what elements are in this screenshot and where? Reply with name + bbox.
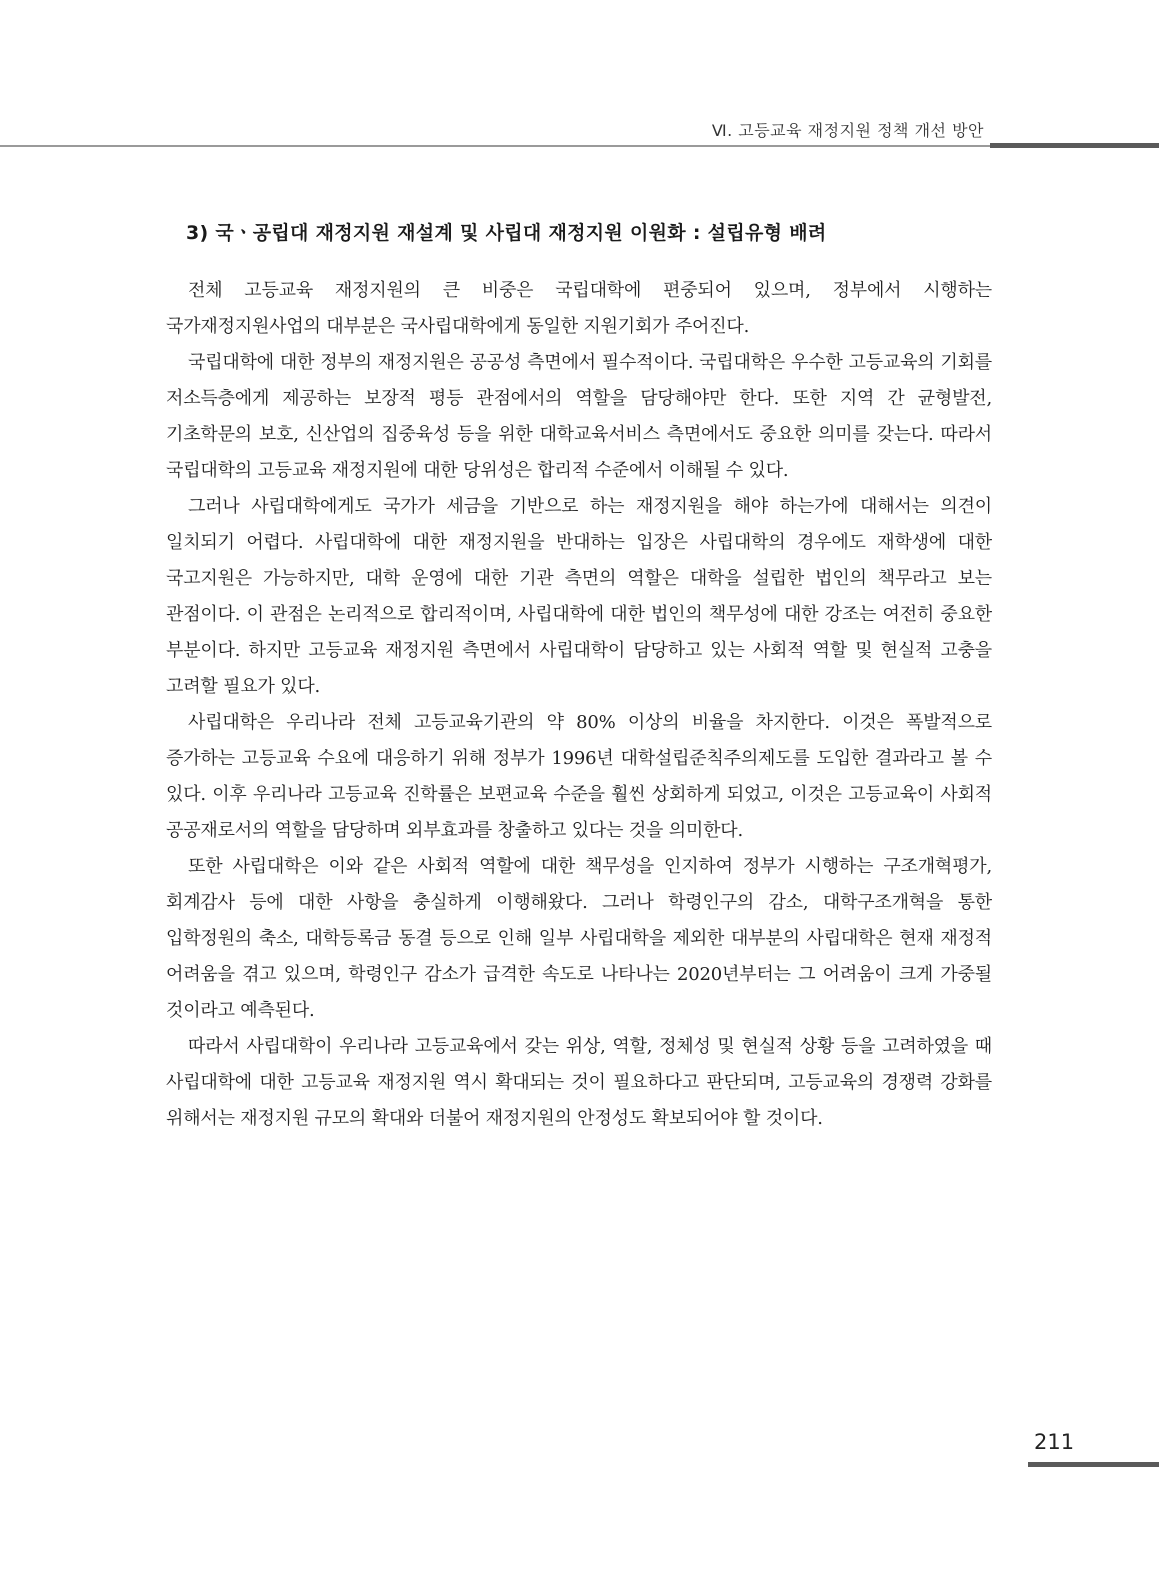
header-rule bbox=[0, 145, 1159, 147]
page-body bbox=[166, 218, 992, 1137]
running-header: Ⅵ. 고등교육 재정지원 정책 개선 방안 bbox=[711, 121, 984, 140]
body-paragraph: 사립대학은 우리나라 전체 고등교육기관의 약 80% 이상의 비율을 차지한다. 이것은 폭발적으로 증가하는 고등교육 수요에 대응하기 위해 정부가 1996년 대학설립준칙주의제도를 도입한 결과라고 볼 수 있다. 이후 우리나라 고등교육 진학률은 보편교육 수준을 훨씬 상회하게 되었고, 이것은 고등교육이 사회적 공공재로서의 역할을 담당하며 외부효과를 창출하고 있다는 것을 의미한다. bbox=[166, 712, 992, 841]
body-paragraph: 따라서 사립대학이 우리나라 고등교육에서 갖는 위상, 역할, 정체성 및 현실적 상황 등을 고려하였을 때 사립대학에 대한 고등교육 재정지원 역시 확대되는 것이 필요하다고 판단되며, 고등교육의 경쟁력 강화를 위해서는 재정지원 규모의 확대와 더불어 재정지원의 안정성도 확보되어야 할 것이다. bbox=[166, 1036, 992, 1129]
body-paragraph: 그러나 사립대학에게도 국가가 세금을 기반으로 하는 재정지원을 해야 하는가에 대해서는 의견이 일치되기 어렵다. 사립대학에 대한 재정지원을 반대하는 입장은 사립대학의 경우에도 재학생에 대한 국고지원은 가능하지만, 대학 운영에 대한 기관 측면의 역할은 대학을 설립한 법인의 책무라고 보는 관점이다. 이 관점은 논리적으로 합리적이며, 사립대학에 대한 법인의 책무성에 대한 강조는 여전히 중요한 부분이다. 하지만 고등교육 재정지원 측면에서 사립대학이 담당하고 있는 사회적 역할 및 현실적 고충을 고려할 필요가 있다. bbox=[166, 496, 992, 697]
body-paragraph: 전체 고등교육 재정지원의 큰 비중은 국립대학에 편중되어 있으며, 정부에서 시행하는 국가재정지원사업의 대부분은 국사립대학에게 동일한 지원기회가 주어진다. bbox=[166, 280, 992, 337]
body-paragraph: 또한 사립대학은 이와 같은 사회적 역할에 대한 책무성을 인지하여 정부가 시행하는 구조개혁평가, 회계감사 등에 대한 사항을 충실하게 이행해왔다. 그러나 학령인구의 감소, 대학구조개혁을 통한 입학정원의 축소, 대학등록금 동결 등으로 인해 일부 사립대학을 제외한 대부분의 사립대학은 현재 재정적 어려움을 겪고 있으며, 학령인구 감소가 급격한 속도로 나타나는 2020년부터는 그 어려움이 크게 가중될 것이라고 예측된다. bbox=[166, 856, 992, 1021]
section-heading: 3) 국ㆍ공립대 재정지원 재설계 및 사립대 재정지원 이원화 : 설립유형 배려 bbox=[186, 222, 827, 244]
page-number: 211 bbox=[1034, 1430, 1075, 1454]
body-paragraph: 국립대학에 대한 정부의 재정지원은 공공성 측면에서 필수적이다. 국립대학은 우수한 고등교육의 기회를 저소득층에게 제공하는 보장적 평등 관점에서의 역할을 담당해야만 한다. 또한 지역 간 균형발전, 기초학문의 보호, 신산업의 집중육성 등을 위한 대학교육서비스 측면에서도 중요한 의미를 갖는다. 따라서 국립대학의 고등교육 재정지원에 대한 당위성은 합리적 수준에서 이해될 수 있다. bbox=[166, 352, 992, 481]
footer-rule bbox=[1028, 1462, 1159, 1467]
header-rule-accent bbox=[990, 143, 1159, 148]
